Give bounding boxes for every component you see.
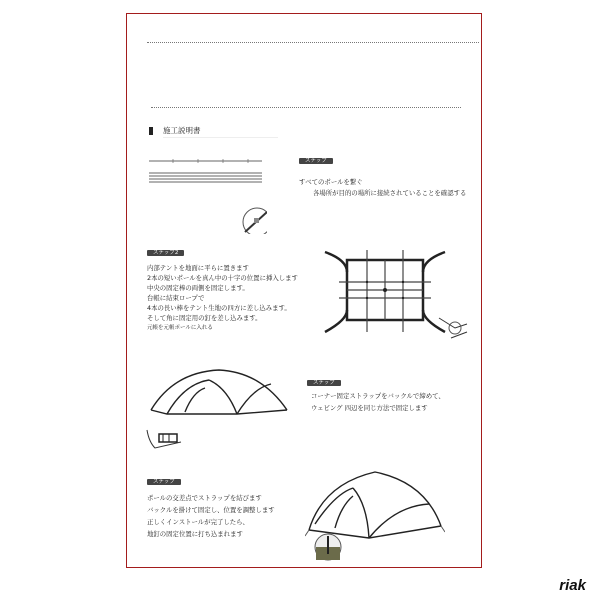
top-dotted-divider (147, 42, 479, 43)
step-4-label: ステップ (147, 479, 181, 485)
strap-buckle-icon (145, 422, 191, 456)
step-4-line-1: ポールの交差点でストラップを結びます (147, 494, 262, 502)
pole-connector-icon (243, 208, 267, 234)
step-1-line-2: 各場所が目的の場所に接続されていることを確認する (313, 189, 467, 197)
step-4-line-4: 地釘の固定位置に打ち込まれます (147, 530, 243, 538)
step-2-line-7: 元帳を元帳ポールに入れる (147, 325, 213, 331)
poles-illustration (147, 154, 267, 234)
dome-tent-icon (305, 466, 445, 542)
step-1-line-1: すべてのポールを繋ぐ (299, 178, 363, 186)
step-2-line-6: そして角に固定用の釘を差し込みます。 (147, 314, 262, 322)
step-3-line-2: ウェビング 四辺を同じ方法で固定します (311, 404, 428, 412)
step-2-label: ステップ2 (147, 250, 184, 256)
step-3-label: ステップ (307, 380, 341, 386)
step-3-line-1: コーナー固定ストラップをバックルで締めて、 (311, 392, 445, 400)
watermark-text: riak (559, 577, 586, 594)
step-4-line-2: バックルを掛けて固定し、位置を調整します (147, 506, 275, 514)
stake-icon (437, 312, 471, 344)
title-marker-icon (149, 127, 153, 135)
step-2-line-1: 内部テントを地面に平らに置きます (147, 264, 249, 272)
step-4-line-3: 正しくインストールが完了したら、 (147, 518, 249, 526)
step-2-line-4: 台帳に結束ロープで (147, 294, 205, 302)
peg-icon (313, 532, 343, 562)
instruction-page (126, 13, 482, 568)
dome-tent-illustration (149, 366, 289, 422)
step-1-label: ステップ (299, 158, 333, 164)
page-title: 施工説明書 (163, 126, 201, 135)
step-2-line-3: 中央の固定棒の両側を固定します。 (147, 284, 249, 292)
title-underline (163, 137, 278, 138)
step-2-line-5: 4本の長い棒をテント生地の四方に差し込みます。 (147, 304, 291, 312)
header-dotted-divider (151, 107, 461, 108)
step-2-line-2: 2本の短いポールを真ん中の十字の位置に挿入します (147, 274, 298, 282)
